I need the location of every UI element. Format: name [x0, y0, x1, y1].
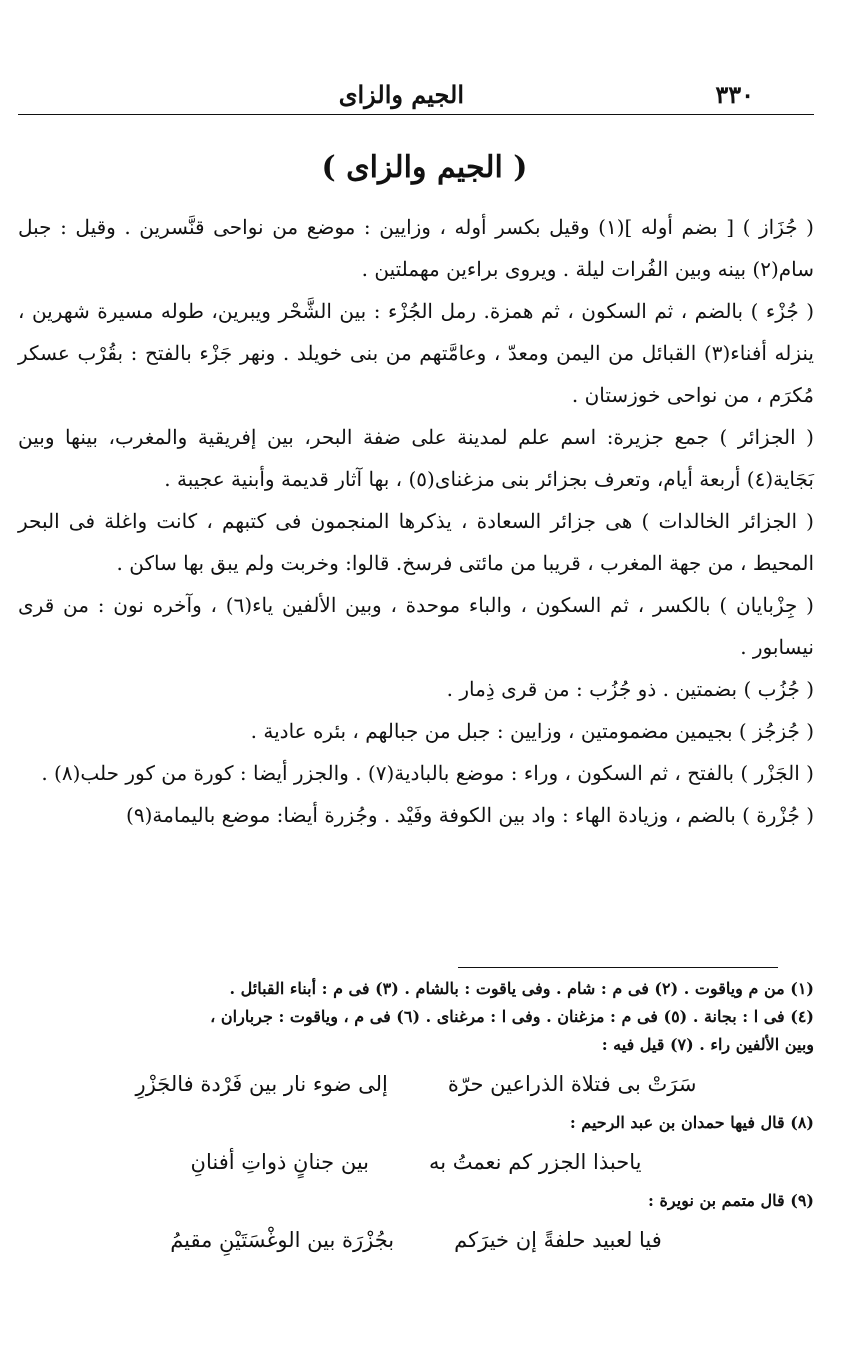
footnote-divider — [458, 967, 778, 968]
running-header — [18, 78, 814, 115]
entries-body — [18, 206, 814, 836]
page-number: ٣٣٠ — [715, 80, 754, 109]
entry-juz: ( جُزْء ) بالضم ، ثم السكون ، ثم همزة. رمل الجُزْء : بين الشَّحْر ويبرين، طوله مسيرة شهرين ، ينزله أفناء(٣) القبائل من اليمن ومعدّ ، وعامَّتهم من بنى خويلد . ونهر جَزْء بالفتح : بقُرْب عسكر مُكرَم ، من نواحى خوزستان . — [18, 299, 815, 407]
verse-hemistich: فيا لعبيد حلفةً إن خيرَكم — [454, 1228, 662, 1252]
entry-al-jazr: ( الجَزْر ) بالفتح ، ثم السكون ، وراء : موضع بالبادية(٧) . والجزر أيضا : كورة من كور حلب(٨) . — [41, 761, 814, 785]
entry-juzra: ( جُزْرة ) بالضم ، وزيادة الهاء : واد بين الكوفة وفَيْد . وجُزرة أيضا: موضع باليمامة(٩) — [126, 803, 814, 827]
verse-hemistich: بين جنانٍ ذواتِ أفنانِ — [190, 1150, 370, 1174]
verse-line — [18, 1059, 814, 1109]
verse-hemistich: ياحبذا الجزر كم نعمتُ به — [429, 1150, 642, 1174]
section-title: ( الجيم والزاى ) — [321, 150, 528, 185]
footnote-line: (٤) فى ا : بجانة . (٥) فى م : مزغنان . وفى ا : مرغناى . (٦) فى م ، وياقوت : جرباران ، — [210, 1007, 814, 1026]
verse-hemistich: إلى ضوء نار بين فَرْدة فالجَزْرِ — [135, 1072, 388, 1096]
entry-juzub: ( جُزُب ) بضمتين . ذو جُزُب : من قرى ذِمار . — [446, 677, 814, 701]
verse-line — [18, 1215, 814, 1265]
entry-jizbayan: ( جِزْبايان ) بالكسر ، ثم السكون ، والباء موحدة ، وبين الألفين ياء(٦) ، وآخره نون : من قرى نيسابور . — [18, 593, 814, 659]
verse-line — [18, 1137, 814, 1187]
footnote-line: وبين الألفين راء . (٧) قيل فيه : — [601, 1035, 814, 1054]
footnote-line: (١) من م وياقوت . (٢) فى م : شام . وفى ياقوت : بالشام . (٣) فى م : أبناء القبائل . — [229, 979, 814, 998]
entry-al-jazair: ( الجزائر ) جمع جزيرة: اسم علم لمدينة على ضفة البحر، بين إفريقية والمغرب، بينها وبين بَجَاية(٤) أربعة أيام، وتعرف بجزائر بنى مزغناى(٥) ، بها آثار قديمة وأبنية عجيبة . — [18, 425, 814, 491]
footnote-line: (٨) قال فيها حمدان بن عبد الرحيم : — [569, 1113, 814, 1132]
entry-juzaz: ( جُزَاز ) [ بضم أوله ](١) وقيل بكسر أوله ، وزايين : موضع من نواحى قنَّسرين . وقيل : جبل سام(٢) بينه وبين الفُرات ليلة . ويروى براءين مهملتين . — [18, 215, 814, 281]
footnotes — [18, 975, 814, 1265]
entry-juzjuz: ( جُزجُز ) بجيمين مضمومتين ، وزايين : جبل من جبالهم ، بئره عادية . — [250, 719, 814, 743]
running-title: الجيم والزاى — [338, 80, 464, 109]
footnote-line: (٩) قال متمم بن نويرة : — [648, 1191, 814, 1210]
entry-al-jazair-al-khalidat: ( الجزائر الخالدات ) هى جزائر السعادة ، يذكرها المنجمون فى كتبهم ، كانت واغلة فى البحر المحيط ، من جهة المغرب ، قريبا من مائتى فرسخ. قالوا: وخربت ولم يبق بها ساكن . — [18, 509, 814, 575]
verse-hemistich: سَرَتْ بى فتلاة الذراعين حرّة — [447, 1072, 697, 1096]
verse-hemistich: بجُزْرَة بين الوغْسَتَيْنِ مقيمُ — [170, 1228, 395, 1252]
